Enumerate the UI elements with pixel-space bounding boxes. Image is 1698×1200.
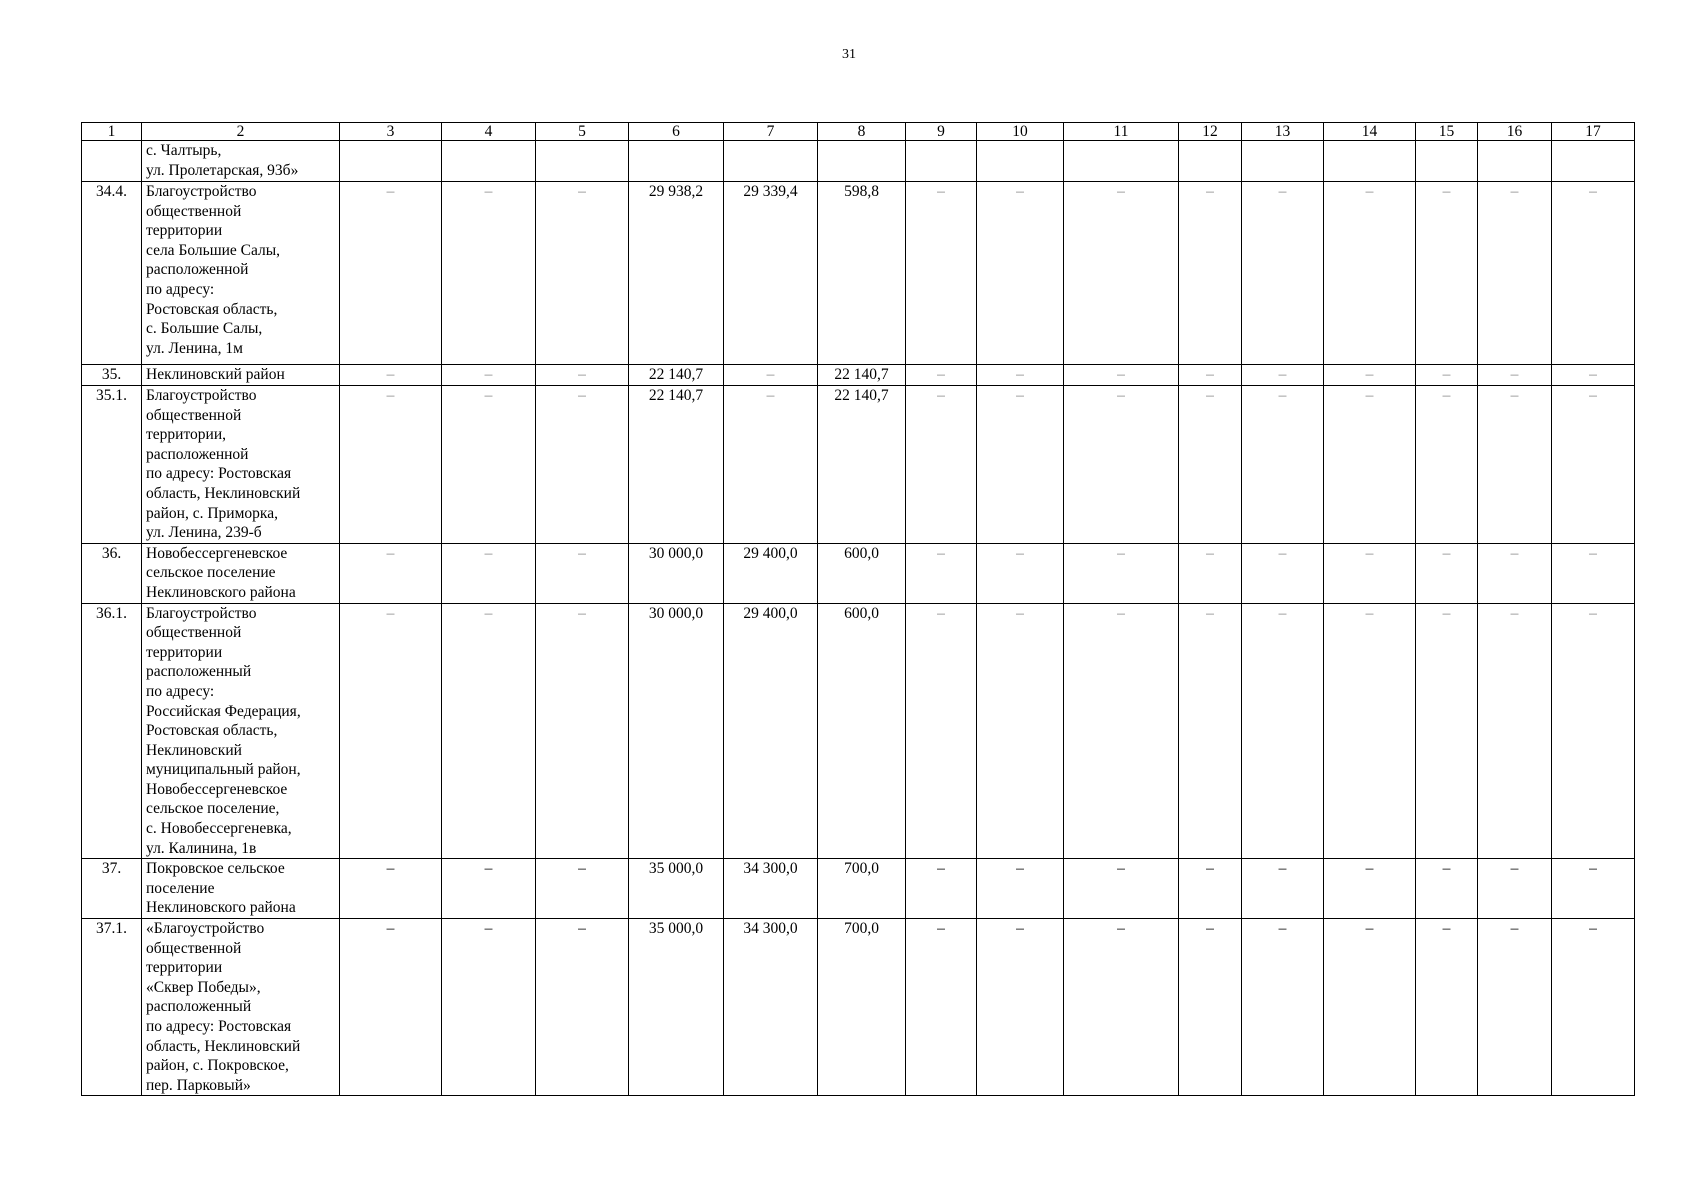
empty-value-cell: – (1416, 365, 1478, 386)
row-number-cell: 37.1. (82, 919, 142, 1096)
value-cell: 29 938,2 (629, 182, 724, 365)
empty-value-cell: – (977, 365, 1064, 386)
empty-value-cell: – (1179, 386, 1242, 544)
row-number-cell: 37. (82, 859, 142, 919)
value-cell: 700,0 (818, 919, 906, 1096)
empty-value-cell: – (1324, 365, 1416, 386)
empty-value-cell: – (1064, 919, 1179, 1096)
empty-value-cell: – (1064, 603, 1179, 859)
column-number-cell: 10 (977, 123, 1064, 141)
value-cell (818, 141, 906, 182)
empty-value-cell: – (977, 859, 1064, 919)
empty-value-cell: – (1324, 386, 1416, 544)
empty-value-cell: – (906, 182, 977, 365)
value-cell: 30 000,0 (629, 543, 724, 603)
empty-value-cell: – (977, 543, 1064, 603)
value-cell (724, 141, 818, 182)
empty-value-cell: – (1552, 386, 1635, 544)
column-number-row (82, 123, 1635, 141)
empty-value-cell: – (340, 603, 442, 859)
empty-value-cell: – (1552, 919, 1635, 1096)
empty-value-cell: – (536, 603, 629, 859)
table-row (82, 141, 1635, 182)
empty-value-cell: – (1324, 182, 1416, 365)
row-name-cell: с. Чалтырь, ул. Пролетарская, 93б» (142, 141, 340, 182)
value-cell (442, 141, 536, 182)
row-number-cell: 36. (82, 543, 142, 603)
empty-value-cell: – (1478, 919, 1552, 1096)
empty-value-cell: – (1064, 543, 1179, 603)
empty-value-cell: – (1478, 859, 1552, 919)
empty-value-cell: – (340, 386, 442, 544)
column-number-cell: 6 (629, 123, 724, 141)
column-number-cell: 13 (1242, 123, 1324, 141)
table-row (82, 365, 1635, 386)
row-number-cell: 35. (82, 365, 142, 386)
empty-value-cell: – (977, 603, 1064, 859)
row-name-cell: Покровское сельское поселение Неклиновского района (142, 859, 340, 919)
empty-value-cell: – (340, 182, 442, 365)
empty-value-cell: – (1242, 365, 1324, 386)
table-row (82, 859, 1635, 919)
column-number-cell: 9 (906, 123, 977, 141)
value-cell (1242, 141, 1324, 182)
column-number-cell: 17 (1552, 123, 1635, 141)
empty-value-cell: – (1242, 386, 1324, 544)
row-name-cell: Благоустройство общественной территории, расположенной по адресу: Ростовская область, Неклиновский район, с. Приморка, ул. Ленина, 239-б (142, 386, 340, 544)
value-cell: 29 400,0 (724, 603, 818, 859)
empty-value-cell: – (1242, 859, 1324, 919)
empty-value-cell: – (906, 543, 977, 603)
row-number-cell: 34.4. (82, 182, 142, 365)
value-cell: 35 000,0 (629, 859, 724, 919)
value-cell: 29 400,0 (724, 543, 818, 603)
empty-value-cell: – (442, 386, 536, 544)
row-name-cell: Благоустройство общественной территории расположенный по адресу: Российская Федерация, Ростовская область, Неклиновский муниципальный район, Новобессергеневское сельское поселение, с. Новобессергеневка, ул. Калинина, 1в (142, 603, 340, 859)
column-number-cell: 5 (536, 123, 629, 141)
empty-value-cell: – (1552, 182, 1635, 365)
empty-value-cell: – (1416, 386, 1478, 544)
value-cell: 22 140,7 (629, 365, 724, 386)
empty-value-cell: – (1179, 859, 1242, 919)
value-cell: 700,0 (818, 859, 906, 919)
empty-value-cell: – (1416, 919, 1478, 1096)
empty-value-cell: – (442, 365, 536, 386)
value-cell (340, 141, 442, 182)
empty-value-cell: – (536, 365, 629, 386)
value-cell: 29 339,4 (724, 182, 818, 365)
empty-value-cell: – (340, 859, 442, 919)
table-row (82, 386, 1635, 544)
empty-value-cell: – (442, 543, 536, 603)
table-row (82, 182, 1635, 365)
empty-value-cell: – (906, 603, 977, 859)
empty-value-cell: – (1552, 859, 1635, 919)
column-number-cell: 3 (340, 123, 442, 141)
table-body (82, 123, 1635, 1096)
table-row (82, 919, 1635, 1096)
row-number-cell (82, 141, 142, 182)
value-cell (1179, 141, 1242, 182)
column-number-cell: 12 (1179, 123, 1242, 141)
empty-value-cell: – (1416, 603, 1478, 859)
empty-value-cell: – (906, 386, 977, 544)
empty-value-cell: – (1552, 543, 1635, 603)
column-number-cell: 7 (724, 123, 818, 141)
row-name-cell: Благоустройство общественной территории села Большие Салы, расположенной по адресу: Ростовская область, с. Большие Салы, ул. Ленина, 1м (142, 182, 340, 365)
row-number-cell: 36.1. (82, 603, 142, 859)
empty-value-cell: – (1064, 365, 1179, 386)
empty-value-cell: – (1324, 859, 1416, 919)
empty-value-cell: – (1552, 603, 1635, 859)
empty-value-cell: – (536, 859, 629, 919)
budget-table (81, 122, 1635, 1096)
empty-value-cell: – (1064, 386, 1179, 544)
table-row (82, 543, 1635, 603)
empty-value-cell: – (1552, 365, 1635, 386)
empty-value-cell: – (536, 386, 629, 544)
value-cell: 34 300,0 (724, 859, 818, 919)
column-number-cell: 2 (142, 123, 340, 141)
value-cell: 34 300,0 (724, 919, 818, 1096)
empty-value-cell: – (906, 365, 977, 386)
empty-value-cell: – (1478, 543, 1552, 603)
value-cell (1064, 141, 1179, 182)
empty-value-cell: – (1242, 182, 1324, 365)
empty-value-cell: – (442, 603, 536, 859)
value-cell: 35 000,0 (629, 919, 724, 1096)
empty-value-cell: – (1064, 182, 1179, 365)
column-number-cell: 11 (1064, 123, 1179, 141)
empty-value-cell: – (1478, 386, 1552, 544)
empty-value-cell: – (1064, 859, 1179, 919)
value-cell: 598,8 (818, 182, 906, 365)
column-number-cell: 4 (442, 123, 536, 141)
empty-value-cell: – (1478, 365, 1552, 386)
column-number-cell: 16 (1478, 123, 1552, 141)
empty-value-cell: – (1242, 543, 1324, 603)
empty-value-cell: – (1179, 543, 1242, 603)
empty-value-cell: – (1478, 182, 1552, 365)
value-cell (536, 141, 629, 182)
value-cell: 600,0 (818, 603, 906, 859)
row-name-cell: Новобессергеневское сельское поселение Неклиновского района (142, 543, 340, 603)
empty-value-cell: – (1416, 543, 1478, 603)
value-cell (629, 141, 724, 182)
empty-value-cell: – (340, 543, 442, 603)
empty-value-cell: – (1179, 182, 1242, 365)
empty-value-cell: – (1324, 543, 1416, 603)
value-cell: 22 140,7 (818, 386, 906, 544)
empty-value-cell: – (1416, 859, 1478, 919)
empty-value-cell: – (442, 859, 536, 919)
empty-value-cell: – (906, 859, 977, 919)
column-number-cell: 1 (82, 123, 142, 141)
value-cell: 30 000,0 (629, 603, 724, 859)
empty-value-cell: – (1324, 603, 1416, 859)
empty-value-cell: – (906, 919, 977, 1096)
empty-value-cell: – (1242, 603, 1324, 859)
value-cell (1552, 141, 1635, 182)
empty-value-cell: – (1478, 603, 1552, 859)
row-name-cell: Неклиновский район (142, 365, 340, 386)
value-cell (906, 141, 977, 182)
empty-value-cell: – (1242, 919, 1324, 1096)
empty-value-cell: – (536, 543, 629, 603)
empty-value-cell: – (977, 386, 1064, 544)
value-cell: 22 140,7 (629, 386, 724, 544)
empty-value-cell: – (442, 182, 536, 365)
empty-value-cell: – (1416, 182, 1478, 365)
empty-value-cell: – (536, 919, 629, 1096)
column-number-cell: 15 (1416, 123, 1478, 141)
value-cell: 600,0 (818, 543, 906, 603)
value-cell (977, 141, 1064, 182)
table-row (82, 603, 1635, 859)
row-name-cell: «Благоустройство общественной территории «Сквер Победы», расположенный по адресу: Ростовская область, Неклиновский район, с. Покровское, пер. Парковый» (142, 919, 340, 1096)
empty-value-cell: – (977, 919, 1064, 1096)
value-cell (1324, 141, 1416, 182)
column-number-cell: 14 (1324, 123, 1416, 141)
empty-value-cell: – (1324, 919, 1416, 1096)
value-cell: 22 140,7 (818, 365, 906, 386)
empty-value-cell: – (340, 919, 442, 1096)
empty-value-cell: – (1179, 603, 1242, 859)
empty-value-cell: – (340, 365, 442, 386)
empty-value-cell: – (442, 919, 536, 1096)
empty-value-cell: – (724, 365, 818, 386)
empty-value-cell: – (536, 182, 629, 365)
page-number: 31 (842, 47, 856, 62)
empty-value-cell: – (977, 182, 1064, 365)
value-cell (1478, 141, 1552, 182)
row-number-cell: 35.1. (82, 386, 142, 544)
column-number-cell: 8 (818, 123, 906, 141)
value-cell (1416, 141, 1478, 182)
empty-value-cell: – (724, 386, 818, 544)
empty-value-cell: – (1179, 919, 1242, 1096)
empty-value-cell: – (1179, 365, 1242, 386)
